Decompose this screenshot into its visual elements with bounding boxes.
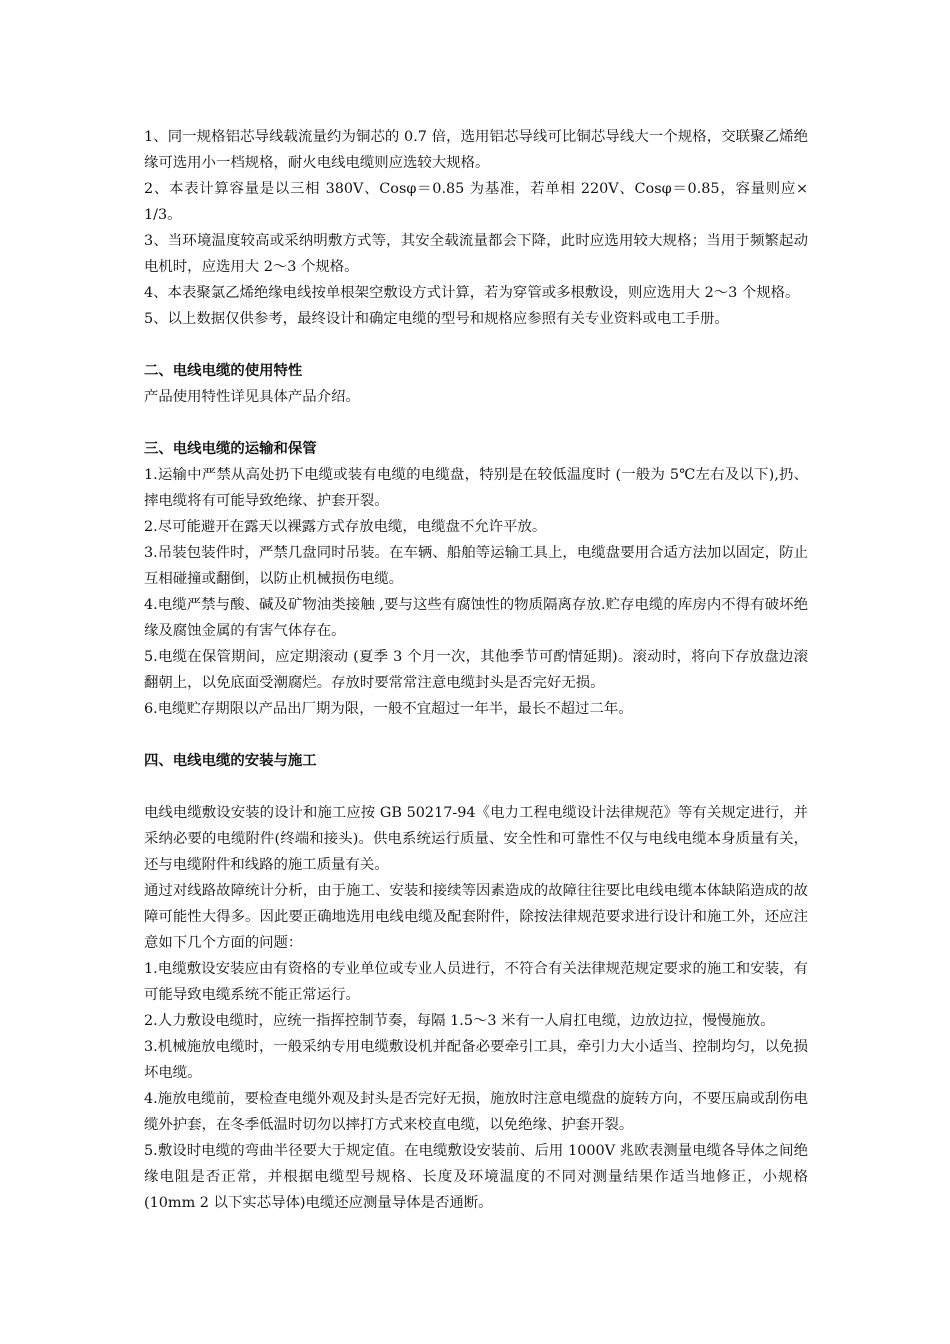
- section-3-item-2: 2.尽可能避开在露天以裸露方式存放电缆，电缆盘不允许平放。: [144, 519, 547, 535]
- note-4: 4、本表聚氯乙烯绝缘电线按单根架空敷设方式计算，若为穿管或多根敷设，则应选用大 2～3 个规格。: [144, 285, 800, 301]
- section-4-item-3: 3.机械施放电缆时，一般采纳专用电缆敷设机并配备必要牵引工具，牵引力大小适当、控制均匀，以免损坏电缆。: [144, 1039, 808, 1081]
- section-3-item-5: 5.电缆在保管期间，应定期滚动 (夏季 3 个月一次，其他季节可酌情延期)。滚动时，将向下存放盘边滚翻朝上，以免底面受潮腐烂。存放时要常常注意电缆封头是否完好无损。: [144, 649, 808, 691]
- section-4-item-2: 2.人力敷设电缆时，应统一指挥控制节奏，每隔 1.5～3 米有一人肩扛电缆，边放边拉，慢慢施放。: [144, 1013, 775, 1029]
- section-3-item-6: 6.电缆贮存期限以产品出厂期为限，一般不宜超过一年半，最长不超过二年。: [144, 701, 633, 717]
- section-3-heading: 三、电线电缆的运输和保管: [144, 440, 317, 457]
- section-4-item-1: 1.电缆敷设安装应由有资格的专业单位或专业人员进行，不符合有关法律规范规定要求的施工和安装，有可能导致电缆系统不能正常运行。: [144, 961, 808, 1003]
- spacer: [144, 332, 808, 358]
- section-3-item-4: 4.电缆严禁与酸、碱及矿物油类接触 ,要与这些有腐蚀性的物质隔离存放.贮存电缆的库房内不得有破坏绝缘及腐蚀金属的有害气体存在。: [144, 597, 808, 639]
- spacer: [144, 410, 808, 436]
- section-4-paragraph-2: 通过对线路故障统计分析，由于施工、安装和接续等因素造成的故障往往要比电线电缆本体缺陷造成的故障可能性大得多。因此要正确地选用电线电缆及配套附件，除按法律规范要求进行设计和施工外，还应注意如下几个方面的问题：: [144, 883, 808, 951]
- section-2-heading: 二、电线电缆的使用特性: [144, 362, 303, 379]
- note-3: 3、当环境温度较高或采纳明敷方式等，其安全载流量都会下降，此时应选用较大规格；当用于频繁起动电机时，应选用大 2～3 个规格。: [144, 233, 808, 275]
- section-4-item-5: 5.敷设时电缆的弯曲半径要大于规定值。在电缆敷设安装前、后用 1000V 兆欧表测量电缆各导体之间绝缘电阻是否正常，并根据电缆型号规格、长度及环境温度的不同对测量结果作适当地修正，小规格(10mm 2 以下实芯导体)电缆还应测量导体是否通断。: [144, 1143, 808, 1211]
- spacer: [144, 722, 808, 748]
- section-4-heading: 四、电线电缆的安装与施工: [144, 752, 317, 769]
- section-2-text: 产品使用特性详见具体产品介绍。: [144, 389, 360, 405]
- section-4-paragraph-1: 电线电缆敷设安装的设计和施工应按 GB 50217-94《电力工程电缆设计法律规范》等有关规定进行，并采纳必要的电缆附件(终端和接头)。供电系统运行质量、安全性和可靠性不仅与电线电缆本身质量有关，还与电缆附件和线路的施工质量有关。: [144, 805, 808, 873]
- section-3-item-3: 3.吊装包装件时，严禁几盘同时吊装。在车辆、船舶等运输工具上，电缆盘要用合适方法加以固定，防止互相碰撞或翻倒，以防止机械损伤电缆。: [144, 545, 808, 587]
- spacer: [144, 774, 808, 800]
- note-2: 2、本表计算容量是以三相 380V、Cosφ＝0.85 为基准，若单相 220V、Cosφ＝0.85，容量则应× 1/3。: [144, 181, 808, 223]
- note-5: 5、以上数据仅供参考，最终设计和确定电缆的型号和规格应参照有关专业资料或电工手册。: [144, 311, 729, 327]
- document-body: [144, 124, 808, 1216]
- section-3-item-1: 1.运输中严禁从高处扔下电缆或装有电缆的电缆盘，特别是在较低温度时 (一般为 5℃左右及以下),扔、摔电缆将有可能导致绝缘、护套开裂。: [144, 467, 808, 509]
- section-4-item-4: 4.施放电缆前，要检查电缆外观及封头是否完好无损，施放时注意电缆盘的旋转方向，不要压扁或刮伤电缆外护套，在冬季低温时切勿以摔打方式来校直电缆，以免绝缘、护套开裂。: [144, 1091, 808, 1133]
- note-1: 1、同一规格铝芯导线载流量约为铜芯的 0.7 倍，选用铝芯导线可比铜芯导线大一个规格，交联聚乙烯绝缘可选用小一档规格，耐火电线电缆则应选较大规格。: [144, 129, 808, 171]
